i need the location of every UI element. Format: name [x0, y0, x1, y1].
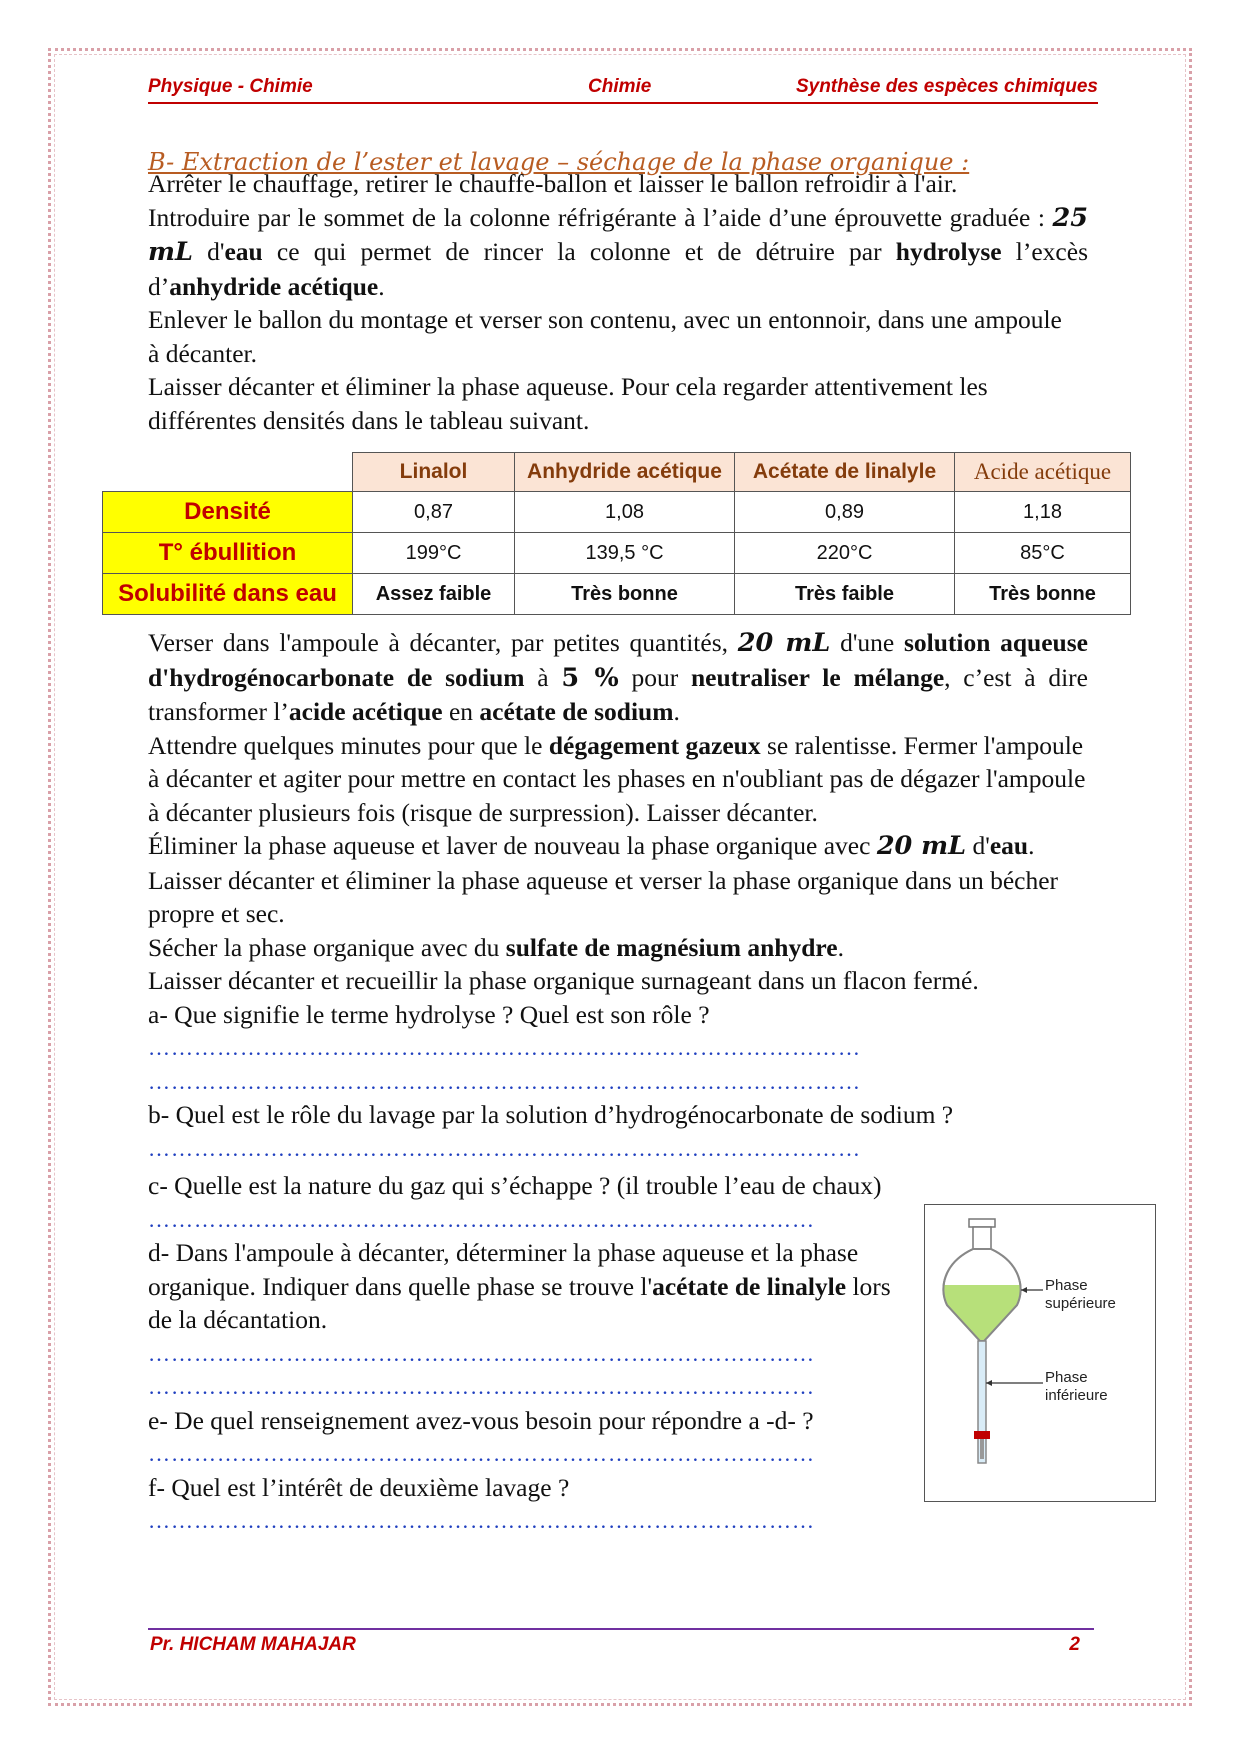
label-upper-phase: Phase supérieure — [1045, 1277, 1116, 1312]
intro-text — [148, 167, 1088, 437]
answer-line[interactable]: …………………………………………………………………………… — [148, 1441, 815, 1466]
answer-line[interactable]: …………………………………………………………………………… — [148, 1508, 815, 1533]
table-cell: 0,87 — [353, 492, 515, 533]
answer-line[interactable]: ………………………………………………………………………………… — [148, 1135, 861, 1161]
page-footer — [148, 1628, 1094, 1660]
page-header — [148, 76, 1098, 104]
header-topic: Synthèse des espèces chimiques — [795, 76, 1098, 97]
section-title: B- Extraction de l’ester et lavage – séchage de la phase organique : — [148, 148, 970, 176]
table-row — [103, 533, 1131, 574]
row-header: Solubilité dans eau — [103, 574, 353, 615]
col-header: Acide acétique — [955, 453, 1131, 492]
intro-p1: Arrêter le chauffage, retirer le chauffe-ballon et laisser le ballon refroidir à l'air. — [148, 169, 958, 198]
table-cell: 199°C — [353, 533, 515, 574]
separatory-funnel-icon — [925, 1205, 1155, 1501]
answer-line[interactable]: ………………………………………………………………………………… — [148, 1035, 861, 1060]
procedure-s3: Éliminer la phase aqueuse et laver de nouveau la phase organique avec 20 mL d'eau. — [148, 831, 1035, 861]
page-number: 2 — [1069, 1634, 1080, 1655]
intro-p4: Laisser décanter et éliminer la phase aqueuse. Pour cela regarder attentivement les différentes densités dans le tableau suivant. — [148, 372, 988, 435]
table-cell: 85°C — [955, 533, 1131, 574]
answer-line[interactable]: …………………………………………………………………………… — [148, 1374, 815, 1399]
table-cell: 0,89 — [735, 492, 955, 533]
row-header: T° ébullition — [103, 533, 353, 574]
table-cell: Très bonne — [515, 574, 735, 615]
question-a: a- Que signifie le terme hydrolyse ? Quel est son rôle ? — [148, 999, 710, 1029]
table-header-row — [103, 453, 1131, 492]
table-cell: Très bonne — [955, 574, 1131, 615]
col-header: Anhydride acétique — [515, 453, 735, 492]
table-row — [103, 574, 1131, 615]
answer-line[interactable]: ………………………………………………………………………………… — [148, 1068, 861, 1094]
col-header: Linalol — [353, 453, 515, 492]
question-d: d- Dans l'ampoule à décanter, déterminer la phase aqueuse et la phase organique. Indiquer dans quelle phase se trouve l'acétate de linalyle lors de la décantation. — [148, 1238, 891, 1334]
question-f: f- Quel est l’intérêt de deuxième lavage ? — [148, 1472, 570, 1502]
answer-line[interactable]: …………………………………………………………………………… — [148, 1340, 815, 1366]
intro-p2: Introduire par le sommet de la colonne réfrigérante à l’aide d’une éprouvette graduée : 25 mL d'eau ce qui permet de rincer la colonne et de détruire par hydrolyse l’excès d’anhydride acétique. — [148, 202, 1088, 301]
answer-line[interactable]: …………………………………………………………………………… — [148, 1206, 815, 1232]
table-cell: 139,5 °C — [515, 533, 735, 574]
question-e: e- De quel renseignement avez-vous besoin pour répondre a -d- ? — [148, 1405, 814, 1435]
table-row — [103, 492, 1131, 533]
table-cell: 1,18 — [955, 492, 1131, 533]
question-c: c- Quelle est la nature du gaz qui s’échappe ? (il trouble l’eau de chaux) — [148, 1171, 882, 1200]
footer-author: Pr. HICHAM MAHAJAR — [150, 1634, 356, 1655]
procedure-s2: Attendre quelques minutes pour que le dégagement gazeux se ralentisse. Fermer l'ampoule à décanter et agiter pour mettre en contact les phases en n'oubliant pas de dégazer l'ampoule à décanter plusieurs fois (risque de surpression). Laisser décanter. — [148, 730, 1086, 827]
table-cell: Assez faible — [353, 574, 515, 615]
row-header: Densité — [103, 492, 353, 533]
label-lower-phase: Phase inférieure — [1045, 1369, 1108, 1404]
header-chapter: Chimie — [588, 76, 652, 97]
density-table — [102, 452, 1131, 615]
col-header: Acétate de linalyle — [735, 453, 955, 492]
procedure-s4: Laisser décanter et éliminer la phase aqueuse et verser la phase organique dans un bécher propre et sec. — [148, 865, 1059, 928]
intro-p3: Enlever le ballon du montage et verser son contenu, avec un entonnoir, dans une ampoule à décanter. — [148, 305, 1062, 368]
procedure-s5: Sécher la phase organique avec du sulfate de magnésium anhydre. — [148, 932, 844, 962]
question-b: b- Quel est le rôle du lavage par la solution d’hydrogénocarbonate de sodium ? — [148, 1100, 954, 1129]
header-subject: Physique - Chimie — [148, 76, 313, 97]
table-cell: Très faible — [735, 574, 955, 615]
separatory-funnel-figure — [924, 1204, 1156, 1502]
procedure-s1: Verser dans l'ampoule à décanter, par petites quantités, 20 mL d'une solution aqueuse d'hydrogénocarbonate de sodium à 5 % pour neutraliser le mélange, c’est à dire transformer l’acide acétique en acétate de sodium. — [148, 628, 1088, 726]
table-cell: 220°C — [735, 533, 955, 574]
procedure-s6: Laisser décanter et recueillir la phase organique surnageant dans un flacon fermé. — [148, 966, 979, 995]
table-cell: 1,08 — [515, 492, 735, 533]
